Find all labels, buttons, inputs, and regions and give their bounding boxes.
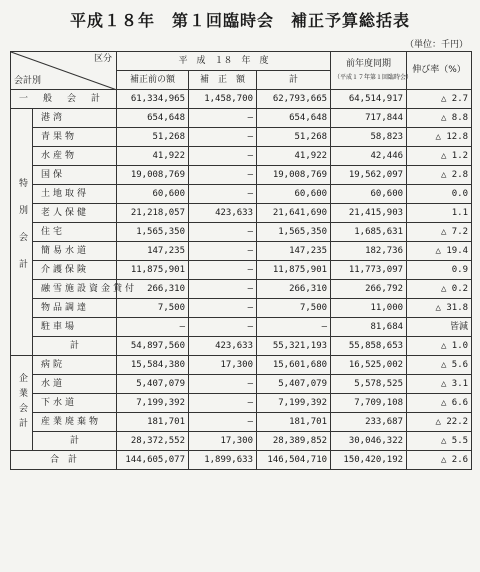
header-heisei-group: 平 成 １８ 年 度 bbox=[117, 52, 331, 71]
cell-prev-year: 7,709,108 bbox=[331, 394, 407, 413]
cell-prev-year: 19,562,097 bbox=[331, 166, 407, 185]
row-label: 国保 bbox=[33, 166, 117, 185]
row-label: 計 bbox=[33, 337, 117, 356]
cell-total: 11,875,901 bbox=[257, 261, 331, 280]
header-total: 計 bbox=[257, 71, 331, 90]
cell-before: 28,372,552 bbox=[117, 432, 189, 451]
cell-total: 5,407,079 bbox=[257, 375, 331, 394]
table-row bbox=[11, 413, 472, 432]
cell-hosei: 17,300 bbox=[189, 432, 257, 451]
cell-hosei: 423,633 bbox=[189, 204, 257, 223]
cell-before: 144,605,077 bbox=[117, 451, 189, 470]
cell-before: 21,218,057 bbox=[117, 204, 189, 223]
cell-before: 11,875,901 bbox=[117, 261, 189, 280]
cell-total: 1,565,350 bbox=[257, 223, 331, 242]
cell-before: 7,199,392 bbox=[117, 394, 189, 413]
row-label: 介護保険 bbox=[33, 261, 117, 280]
cell-growth-rate: 1.1 bbox=[407, 204, 472, 223]
cell-growth-rate: △ 3.1 bbox=[407, 375, 472, 394]
cell-growth-rate: △ 2.6 bbox=[407, 451, 472, 470]
unit-label: （単位：千円） bbox=[404, 40, 468, 50]
cell-total: 147,235 bbox=[257, 242, 331, 261]
cell-hosei: — bbox=[189, 147, 257, 166]
cell-hosei: 17,300 bbox=[189, 356, 257, 375]
cell-growth-rate: 皆減 bbox=[407, 318, 472, 337]
table-row bbox=[11, 147, 472, 166]
table-row bbox=[11, 223, 472, 242]
row-label: 物品調達 bbox=[33, 299, 117, 318]
cell-hosei: — bbox=[189, 318, 257, 337]
header-kaikei-betsu: 会計別 bbox=[14, 76, 42, 86]
cell-growth-rate: △ 0.2 bbox=[407, 280, 472, 299]
cell-total: — bbox=[257, 318, 331, 337]
table-row bbox=[11, 375, 472, 394]
cell-total: 7,500 bbox=[257, 299, 331, 318]
row-label: 駐車場 bbox=[33, 318, 117, 337]
row-label: 融雪施設資金貸付 bbox=[33, 280, 117, 299]
header-prev-label: 前年度同期 bbox=[346, 59, 392, 69]
cell-growth-rate: 0.0 bbox=[407, 185, 472, 204]
cell-prev-year: 717,844 bbox=[331, 109, 407, 128]
cell-before: 15,584,380 bbox=[117, 356, 189, 375]
cell-growth-rate: △ 7.2 bbox=[407, 223, 472, 242]
cell-before: 5,407,079 bbox=[117, 375, 189, 394]
cell-growth-rate: △ 19.4 bbox=[407, 242, 472, 261]
table-row bbox=[11, 185, 472, 204]
row-label: 簡易水道 bbox=[33, 242, 117, 261]
cell-hosei: — bbox=[189, 394, 257, 413]
cell-before: 54,897,560 bbox=[117, 337, 189, 356]
cell-total: 21,641,690 bbox=[257, 204, 331, 223]
cell-prev-year: 42,446 bbox=[331, 147, 407, 166]
cell-total: 146,504,710 bbox=[257, 451, 331, 470]
cell-total: 181,701 bbox=[257, 413, 331, 432]
row-label: 老人保健 bbox=[33, 204, 117, 223]
table-row bbox=[11, 394, 472, 413]
cell-before: 51,268 bbox=[117, 128, 189, 147]
page-title: 平成１８年 第１回臨時会 補正予算総括表 bbox=[69, 11, 410, 30]
cell-prev-year: 21,415,903 bbox=[331, 204, 407, 223]
table-row bbox=[11, 356, 472, 375]
row-label: 下水道 bbox=[33, 394, 117, 413]
table-row bbox=[11, 242, 472, 261]
cell-before: 181,701 bbox=[117, 413, 189, 432]
table-row-general bbox=[11, 90, 472, 109]
cell-total: 60,600 bbox=[257, 185, 331, 204]
table-row-subtotal bbox=[11, 432, 472, 451]
cell-growth-rate: △ 6.6 bbox=[407, 394, 472, 413]
cell-growth-rate: 0.9 bbox=[407, 261, 472, 280]
cell-before: 266,310 bbox=[117, 280, 189, 299]
table-row bbox=[11, 280, 472, 299]
header-row-1 bbox=[11, 52, 472, 71]
header-hosei: 補 正 額 bbox=[189, 71, 257, 90]
header-before: 補正前の額 bbox=[117, 71, 189, 90]
cell-hosei: — bbox=[189, 280, 257, 299]
cell-prev-year: 150,420,192 bbox=[331, 451, 407, 470]
cell-total: 266,310 bbox=[257, 280, 331, 299]
cell-before: 654,648 bbox=[117, 109, 189, 128]
cell-total: 19,008,769 bbox=[257, 166, 331, 185]
cell-hosei: — bbox=[189, 128, 257, 147]
cell-total: 7,199,392 bbox=[257, 394, 331, 413]
row-label: 青果物 bbox=[33, 128, 117, 147]
row-label: 住宅 bbox=[33, 223, 117, 242]
cell-prev-year: 266,792 bbox=[331, 280, 407, 299]
cell-total: 62,793,665 bbox=[257, 90, 331, 109]
table-row-grand-total bbox=[11, 451, 472, 470]
cell-growth-rate: △ 5.6 bbox=[407, 356, 472, 375]
cell-before: 19,008,769 bbox=[117, 166, 189, 185]
table-row bbox=[11, 109, 472, 128]
header-growth-rate: 伸び率（%） bbox=[407, 52, 472, 90]
row-label: 土地取得 bbox=[33, 185, 117, 204]
table-row bbox=[11, 166, 472, 185]
row-label: 一 般 会 計 bbox=[11, 90, 117, 109]
cell-hosei: — bbox=[189, 375, 257, 394]
cell-total: 51,268 bbox=[257, 128, 331, 147]
budget-table bbox=[10, 51, 472, 470]
cell-prev-year: 233,687 bbox=[331, 413, 407, 432]
header-kubun: 区分 bbox=[93, 54, 112, 64]
cell-before: 61,334,965 bbox=[117, 90, 189, 109]
table-row-subtotal bbox=[11, 337, 472, 356]
cell-growth-rate: △ 2.7 bbox=[407, 90, 472, 109]
cell-growth-rate: △ 8.8 bbox=[407, 109, 472, 128]
cell-prev-year: 58,823 bbox=[331, 128, 407, 147]
cell-before: — bbox=[117, 318, 189, 337]
row-label: 合 計 bbox=[11, 451, 117, 470]
cell-before: 41,922 bbox=[117, 147, 189, 166]
cell-hosei: — bbox=[189, 223, 257, 242]
cell-growth-rate: △ 12.8 bbox=[407, 128, 472, 147]
cell-growth-rate: △ 1.0 bbox=[407, 337, 472, 356]
cell-hosei: — bbox=[189, 109, 257, 128]
table-row bbox=[11, 318, 472, 337]
table-row bbox=[11, 299, 472, 318]
row-label: 病院 bbox=[33, 356, 117, 375]
table-row bbox=[11, 128, 472, 147]
cell-prev-year: 182,736 bbox=[331, 242, 407, 261]
row-label: 水産物 bbox=[33, 147, 117, 166]
cell-before: 1,565,350 bbox=[117, 223, 189, 242]
cell-hosei: — bbox=[189, 413, 257, 432]
cell-before: 7,500 bbox=[117, 299, 189, 318]
cell-prev-year: 11,773,097 bbox=[331, 261, 407, 280]
cell-before: 60,600 bbox=[117, 185, 189, 204]
cell-prev-year: 16,525,002 bbox=[331, 356, 407, 375]
special-group-label: 特別会計 bbox=[11, 109, 33, 356]
cell-growth-rate: △ 1.2 bbox=[407, 147, 472, 166]
cell-hosei: — bbox=[189, 261, 257, 280]
row-label: 産業廃棄物 bbox=[33, 413, 117, 432]
cell-growth-rate: △ 5.5 bbox=[407, 432, 472, 451]
header-prev-year bbox=[331, 52, 413, 90]
table-row bbox=[11, 261, 472, 280]
cell-prev-year: 55,858,653 bbox=[331, 337, 407, 356]
cell-prev-year: 1,685,631 bbox=[331, 223, 407, 242]
cell-prev-year: 11,000 bbox=[331, 299, 407, 318]
cell-hosei: — bbox=[189, 166, 257, 185]
enterprise-group-label: 企業会計 bbox=[11, 356, 33, 451]
row-label: 水道 bbox=[33, 375, 117, 394]
header-prev-sublabel: （平成１７年第１回臨時会） bbox=[334, 74, 413, 81]
cell-growth-rate: △ 2.8 bbox=[407, 166, 472, 185]
cell-hosei: — bbox=[189, 299, 257, 318]
cell-total: 41,922 bbox=[257, 147, 331, 166]
cell-hosei: — bbox=[189, 185, 257, 204]
cell-growth-rate: △ 22.2 bbox=[407, 413, 472, 432]
cell-hosei: — bbox=[189, 242, 257, 261]
row-label: 港湾 bbox=[33, 109, 117, 128]
cell-prev-year: 30,046,322 bbox=[331, 432, 407, 451]
header-corner bbox=[11, 52, 117, 90]
table-row bbox=[11, 204, 472, 223]
cell-total: 654,648 bbox=[257, 109, 331, 128]
row-label: 計 bbox=[33, 432, 117, 451]
cell-hosei: 1,458,700 bbox=[189, 90, 257, 109]
cell-prev-year: 5,578,525 bbox=[331, 375, 407, 394]
cell-prev-year: 60,600 bbox=[331, 185, 407, 204]
cell-total: 28,389,852 bbox=[257, 432, 331, 451]
cell-prev-year: 64,514,917 bbox=[331, 90, 407, 109]
cell-prev-year: 81,684 bbox=[331, 318, 407, 337]
cell-before: 147,235 bbox=[117, 242, 189, 261]
cell-growth-rate: △ 31.8 bbox=[407, 299, 472, 318]
cell-total: 55,321,193 bbox=[257, 337, 331, 356]
cell-hosei: 423,633 bbox=[189, 337, 257, 356]
cell-total: 15,601,680 bbox=[257, 356, 331, 375]
cell-hosei: 1,899,633 bbox=[189, 451, 257, 470]
